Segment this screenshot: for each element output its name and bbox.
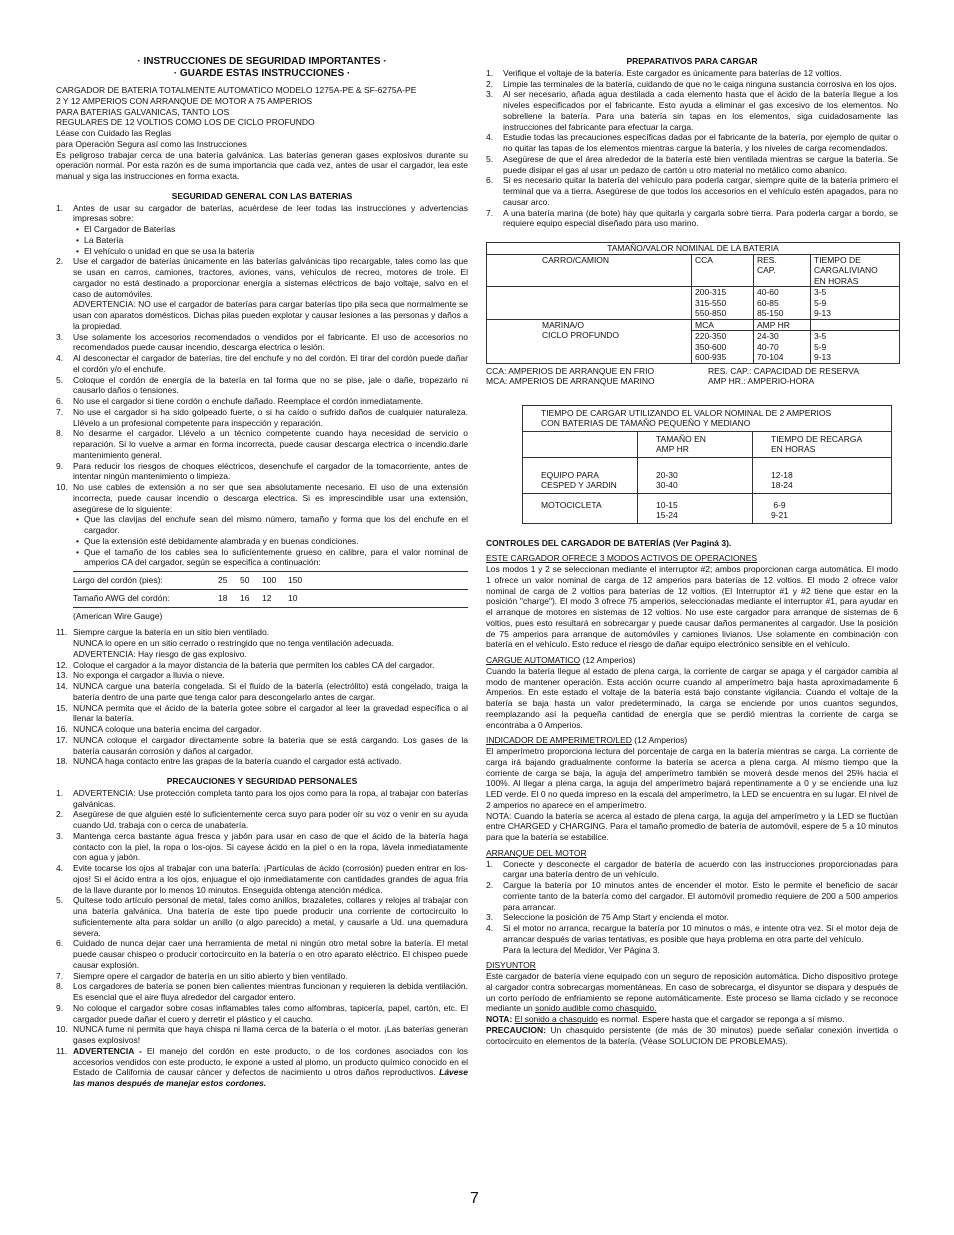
modes-heading: ESTE CARGADOR OFRECE 3 MODOS ACTIVOS DE OPERACIONES [486,553,758,564]
list-item: 3. Al ser necesario, añada agua destilada a cada elemento hasta que el ácido de la batería llegue a los niveles especificados por el fabricante. Esto ayuda a eliminar el gas excesivo de los elementos. No sobrellene la batería. Para una batería sin tapas en los elementos, siga cuidadosamente las instrucciones del fabricante para efectuar la carga. [486,89,898,132]
intro-line-3: PARA BATERIAS GALVANICAS, TANTO LOS [56,106,230,117]
list-item: 1. Antes de usar su cargador de baterías, acuérdese de leer todas las instrucciones y advertencias impresas sobre: • El Cargador de Baterías • La Batería • El vehículo o unidad en que se usa la batería [56,203,468,257]
list-item: 13. No exponga el cargador a lluvia o nieve. [56,670,225,681]
list-item: 6. Cuidado de nunca dejar caer una herramienta de metal ni ningún otro metal sobre la batería. El metal puede causar chispeo o producir cortocircuito en la batería o en otro aparato eléctrico. El chispeo puede causar explosión. [56,938,468,970]
list-item: 11. Siempre cargue la batería en un sitio bien ventilado. [56,627,270,638]
bullet-item: • El Cargador de Baterías [76,224,468,235]
list-item: 5. Asegúrese de que el área alrededor de la batería esté bien ventilada mientras se cargue la batería. Se puede disipar el gas al usar un pedazo de cartón u otro material no metálico como abanico. [486,153,898,175]
item10-bullets [73,514,468,568]
list-item: 3. Use solamente los accesorios recomendados o vendidos por el fabricante. El uso de accesorios no recomendados puede causar incendio, descarga electrica o lesión. [56,331,468,353]
list-item: 2. Limpie las terminales de la batería, cuidando de que no le caiga ninguna sustancia corrosiva en los ojos. [486,78,897,89]
table-row: MOTOCICLETA 10-15 15-24 6-9 9-21 [523,493,892,523]
list-item: 4. Evite tocarse los ojos al trabajar con una batería. ¡Partículas de ácido (corrosión) pueden entrar en los-ojos! Si el ácido entra a los ojos, enjuague el ojo inmediatamente con cantidades grandes de agua fría de la llave durante por lo menos 10 minutos. Enseguida obtenga atención médica. [56,863,468,895]
table-row: 220-350 350-600 600-935 24-30 40-70 70-104 3-5 5-9 9-13 [487,331,900,364]
table-row: EQUIPO PARA CESPED Y JARDIN 20-30 30-40 12-18 18-24 [523,457,892,493]
table-row: 200-315 315-550 550-850 40-60 60-85 85-150 3-5 5-9 9-13 [487,287,900,320]
personal-safety-title: PRECAUCIONES Y SEGURIDAD PERSONALES [166,776,358,786]
battery-size-title: TAMAÑO/VALOR NOMINAL DE LA BATERIA [487,243,900,255]
general-safety-list-tail [56,660,468,768]
general-safety-list [56,203,468,300]
header-line-2: · GUARDE ESTAS INSTRUCCIONES · [173,68,351,79]
awg-table [73,571,468,624]
intro-line-2: 2 Y 12 AMPERIOS CON ARRANQUE DE MOTOR A 75 AMPERIOS [56,95,313,106]
battery-size-table [486,242,900,364]
auto-charge-heading: CARGUE AUTOMATICO (12 Amperios) [486,655,636,665]
list-item: 18. NUNCA haga contacto entre las grapas de la batería cuando el cargador está activado. [56,756,402,767]
meter-reading-note: Para la lectura del Medidor, Ver Página 3. [503,944,660,955]
small-table-title: TIEMPO DE CARGAR UTILIZANDO EL VALOR NOMINAL DE 2 AMPERIOS CON BATERIAS DE TAMAÑO PEQUEÑO Y MEDIANO [523,405,892,431]
table-row: TAMAÑO EN AMP HR TIEMPO DE RECARGA EN HORAS [523,431,892,457]
ammeter-text: El amperímetro proporciona lectura del porcentaje de carga en la batería mientras se carga. La corriente de carga irá bajando gradualmente conforme la batería se acerca a plena carga. Al mismo tiempo que la corriente de carga se baja, la aguja del amperímetro también se moverá desde menos del 25% hacia el 100%. Al llegar a plena carga, la aguja del amperímetro bajará repentinamente a 0 y se enciende una luz LED verde. El 0 no queda impreso en la escala del amperímetro, la LED se encuentra en su lugar. El nivel de 2 amperios no aparece en el amperímetro. [486,746,898,810]
bullet-item: • Que las clavijas del enchufe sean del mismo número, tamaño y forma que los del enchufe en el cargador. [76,514,468,536]
list-item: 1. ADVERTENCIA: Use protección completa tanto para los ojos como para la ropa, al trabajar con baterías galvánicas. [56,787,468,809]
item11-warning: ADVERTENCIA: Hay riesgo de gas explosivo. [73,648,247,659]
list-item: 7. Siempre opere el cargador de batería en un sitio abierto y bien ventilado. [56,970,348,981]
intro-line-4: REGULARES DE 12 VOLTIOS COMO LOS DE CICLO PROFUNDO [56,117,315,128]
modes-text: Los modos 1 y 2 se seleccionan mediante el interruptor #2; ambos proporcionan carga automática. El modo 1 ofrece un valor nominal de carga de 12 amperios para baterías de 12 voltios. El modo 2 ofrece valor nominal de carga de 2 voltios para baterías de 12 voltios. (El Interruptor #1 y #2 tiene que estar en la posición "charge"). El modo 3 ofrece 75 amperios, seleccionadas mediante el interruptor #1, para ayudar en el arranque de motores en sistemas de 12 voltios. No use este cargador para arranque de sistemas de 6 voltios, pues esto resultará en sobrecargar y puede causar daños permanentes al cargador. Use la posición de 75 amperios para arranque de automóviles y camiones livianos. Use solamente en combinación con batería en el vehículo. Esto reduce el riesgo de dañar equipo electrónico sensible en el vehículo. [486,564,898,650]
list-item: 1. Conecte y desconecte el cargador de batería de acuerdo con las instrucciones proporcionadas para cargar una batería dentro de un vehículo. [486,858,898,880]
list-item: 2. Asegúrese de que alguien esté lo suficientemente cerca suyo para poder oír su voz o venir en su ayuda cuando Ud. trabaja con o cerca de unabatería. [56,809,468,830]
table-row [523,405,892,431]
item2-warning: ADVERTENCIA: NO use el cargador de baterías para cargar baterías tipo pila seca que normalmente se usan con aparatos domésticos. Dichas pilas pueden explotar y causar lesiones a las personas y daños a la propiedad. [73,299,468,331]
right-column [486,56,898,1046]
general-safety-title: SEGURIDAD GENERAL CON LAS BATERIAS [171,190,353,201]
general-safety-list-cont [56,332,468,569]
list-item: 8. No desarme el cargador. Llévelo a un técnico competente cuando haya necesidad de servicio o reparación. Si lo vuelve a armar en forma incorrecta, puede causar descarga electrica o incendio.darle mantenimiento general. [56,428,468,460]
header-line-1: · INSTRUCCIONES DE SEGURIDAD IMPORTANTES · [137,56,387,67]
personal-safety-list [56,788,468,1089]
list-item: 7. A una batería marina (de bote) hay que quitarla y cargarla sobre tierra. Para poderla cargar a bordo, se requiere equipo especial diseñado para uso marino. [486,207,898,229]
page-number: 7 [470,1190,479,1207]
item11-note: NUNCA lo opere en un sitio cerrado o restringido que no tenga ventilación adecuada. [73,638,394,648]
table-row: Largo del cordón (pies): 25 50 100 150 [73,572,468,590]
list-item: 6. No use el cargador si tiene cordón o enchufe dañado. Reemplace el cordón inmediatamente. [56,396,424,406]
list-item: 11. ADVERTENCIA - El manejo del cordón en este producto, o de los cordones asociados con los accesorios vendidos con este producto, le expone a usted al plomo, un producto químico conocido en el Estado de California de causar cáncer y defectos de nacimiento u otros daños reproductivos. Lávese las manos después de manejar estos cordones. [56,1045,468,1088]
list-item: 16. NUNCA coloque una batería encima del cargador. [56,724,262,734]
engine-start-heading: ARRANQUE DEL MOTOR [486,847,587,858]
ammeter-note: NOTA: Cuando la batería se acerca al estado de plena carga, la aguja del amperímetro y la LED se fluctúan entre CHARGED y CHARGING. Para el tamaño promedio de batería de automóvil, espere de 5 a 10 minutos para que la batería se estabilice. [486,810,898,842]
intro-line-6: para Operación Segura así como las Instrucciones [56,138,247,149]
list-item: 3. Mantenga cerca bastante agua fresca y jabón para usar en caso de que el ácido de la batería haga contacto con la piel, la ropa o los-ojos. Si cayese ácido en la piel o en la ropa, lávela inmediatamente con agua y jabón. [56,830,468,863]
small-battery-table [522,405,892,524]
list-item: 5. Quítese todo artículo personal de metal, tales como anillos, brazaletes, collares y relojes al trabajar con una batería galvánica. Una batería de este tipo puede producir una corriente de cortocircuito lo suficientemente alta para soldar un anillo (o algo parecido) a metal, y causarle a Ud. una quemadura severa. [56,895,468,938]
ammeter-heading: INDICADOR DE AMPERIMETRO/LED (12 Amperios) [486,735,688,746]
breaker-heading: DISYUNTOR [486,960,536,971]
table-row [487,243,900,255]
auto-charge-text: Cuando la batería llegue al estado de plena carga, la corriente de cargar se apaga y el cargador cambia al modo de mantener operación. Esta acción ocurre cuando al amperímetro baja hasta aproximadamente 6 Amperios. En este estado el voltaje de la batería está bajo constante vigilancia. Cuando el voltaje de la batería se baja hasta un valor predeterminado, la carga se enciende por unos cuantos segundos, reemplazando así la pequeña cantidad de energía que se perdió mientras la corriente de carga se encontraba a 0 Amperios. [486,665,898,730]
list-item: 1. Verifique el voltaje de la batería. Este cargador es únicamente para baterías de 12 voltios. [486,67,842,78]
bullet-item: • Que la extensión esté debidamente alambrada y en buenas condiciones. [76,536,468,547]
prep-title: PREPARATIVOS PARA CARGAR [626,56,758,66]
intro-paragraph: Es peligroso trabajar cerca de una batería galvánica. Las baterías generan gases explosivos durante su operación normal. Por esta razón es de suma importancia que cada vez, antes de usar el cargador, lea este manual y siga las instrucciones en forma exacta. [56,149,468,181]
left-column [56,56,468,1089]
list-item: 10. NUNCA fume ni permita que haya chispa ni llama cerca de la batería o el motor. ¡Las baterías generan gases explosivos! [56,1024,468,1045]
engine-start-list [486,859,898,945]
prep-list [486,68,898,229]
list-item: 6. Si es necesario quitar la batería del vehículo para poderla cargar, siempre quite de la batería primero el terminal que va a tierra. Asegúrese de que todos los accesorios en el vehículo estén apagados, para no causar arco. [486,175,898,207]
list-item: 8. Los cargadores de batería se ponen bien calientes mientras funcionan y requieren la debida ventilación. Es esencial que el aire fluya alrededor del cargador entero. [56,981,468,1002]
list-item: 10. No use cables de extensión a no ser que sea absolutamente necesario. El uso de una extensión incorrecta, puede causar incendio o descarga electrica. Si es imprescindible usar una extensión, asegúrese de lo siguiente: • Que las clavijas del enchufe sean del mismo número, tamaño y forma que los del enchufe en el cargador. • Que la extensión esté debidamente alambrada y en buenas condiciones. • Que el tamaño de los cables sea lo suficientemente grueso en calibre, para el valor nominal de amperios CA del cargador, según se especifica a continuación: [56,482,468,568]
list-item: 3. Seleccione la posición de 75 Amp Start y encienda el motor. [486,912,729,923]
table-row: CARRO/CAMION CCA RES. CAP. TIEMPO DE CARGALIVIANO EN HORAS [487,254,900,287]
intro-line-5: Léase con Cuidado las Reglas [56,128,172,138]
bullet-item: • Que el tamaño de los cables sea lo suficientemente grueso en calibre, para el valor nominal de amperios CA del cargador, según se especifica a continuación: [76,547,468,569]
list-item: 4. Estudie todas las precauciones específicas dadas por el fabricante de la batería, por ejemplo de quitar o no quitar las tapas de los elementos mientras cargue la batería, y los niveles de carga recomendados. [486,132,898,153]
table-row: MARINA/O CICLO PROFUNDO MCA AMP HR [487,319,900,331]
breaker-caution: PRECAUCION: Un chasquido persistente (de más de 30 minutos) puede señalar conexión invertida o cortocircuito en elementos de la batería. (Véase SOLUCION DE PROBLEMAS). [486,1024,898,1046]
wash-hands-warning: Lávese las manos después de manejar estos cordones. [73,1067,468,1088]
general-safety-list-end [56,627,468,638]
list-item: 2. Cargue la batería por 10 minutos antes de encender el motor. Esto le permite el beneficio de sacar corriente tanto de la batería como del cargador. El automóvil promedio requiere de 200 a 500 amperios para arrancar. [486,880,898,912]
list-item: 17. NUNCA coloque el cargador directamente sobre la batería que se está cargando. Los gases de la batería causarán corrosión y daños al cargador. [56,734,468,756]
table-row: Tamaño AWG del cordón: 18 16 12 10 [73,589,468,607]
bullet-item: • La Batería [76,235,468,246]
list-item: 4. Al desconectar el cargador de baterías, tire del enchufe y no del cordón. El tirar del cordón puede dañar el cordón y/o el enchufe. [56,353,468,374]
list-item: 5. Coloque el cordón de energía de la batería en tal forma que no se pise, jale o dañe, tropezarlo ni causarlo daños o tensiones. [56,374,468,396]
list-item: 14. NUNCA cargue una batería congelada. Si el fluido de la batería (electrólito) está congelado, traiga la batería dentro de una parte que tenga calor para descongelarlo antes de cargar. [56,681,468,702]
item1-bullets [73,224,468,256]
battery-table-legend: CCA: AMPERIOS DE ARRANQUE EN FRIO MCA: AMPERIOS DE ARRANQUE MARINO RES. CAP.: CAPACIDAD DE RESERVA AMP HR.: AMPERIO-HORA [486,365,859,386]
controls-title: CONTROLES DEL CARGADOR DE BATERÍAS (Ver Paginá 3). [486,537,732,548]
table-row: (American Wire Gauge) [73,610,163,621]
breaker-text: Este cargador de batería viene equipado con un seguro de reposición automática. Dicho dispositivo protege al cargador contra sobrecargas momentáneas. En caso de sobrecarga, el disyuntor se dispara y después de un corto período de enfriamiento se repone automáticamente. Este proceso se llama ciclado y se reconoce mediante un sonido audible como chasquido. [486,971,898,1014]
bullet-item: • El vehículo o unidad en que se usa la batería [76,246,468,257]
list-item: 9. Para reducir los riesgos de choques eléctricos, desenchufe el cargador de la tomacorriente, antes de intentar ningún mantenimiento o limpieza. [56,460,468,482]
list-item: 4. Si el motor no arranca, recargue la batería por 10 minutos o más, e intente otra vez. Si el motor deja de arrancar después de varias tentativas, es posible que haya problema en otra parte del vehículo. [486,923,898,944]
list-item: 2. Use el cargador de baterías únicamente en las baterías galvánicas tipo recargable, tales como las que se usan en carros, camiones, tractores, aviones, vans, vehículos de recreo, motores de trole. El cargador no está destinado a proporcionar energía a sistemas eléctricos de bajo voltaje, salvo en el caso de automóviles. [56,256,468,299]
intro-line-1: CARGADOR DE BATERIA TOTALMENTE AUTOMATICO MODELO 1275A-PE & SF-6275A-PE [56,85,417,95]
breaker-note: NOTA: El sonido a chasquido es normal. Espere hasta que el cargador se reponga a sí mismo. [486,1014,845,1024]
list-item: 7. No use el cargador si ha sido golpeado fuerte, o si ha caído o sufrido daños de cualquier naturaleza. Llévelo a un profesional competente para inspección y reparación. [56,406,468,428]
list-item: 9. No coloque el cargador sobre cosas inflamables tales como alfombras, tapicería, papel, cartón, etc. El cargador puede dañar el cuero y derretir el plástico y el caucho. [56,1002,468,1024]
list-item: 12. Coloque el cargador a la mayor distancia de la batería que permiten los cables CA del cargador. [56,659,435,670]
list-item: 15. NUNCA permita que el ácido de la batería gotee sobre el cargador al leer la gravedad específica o al llenar la batería. [56,702,468,724]
